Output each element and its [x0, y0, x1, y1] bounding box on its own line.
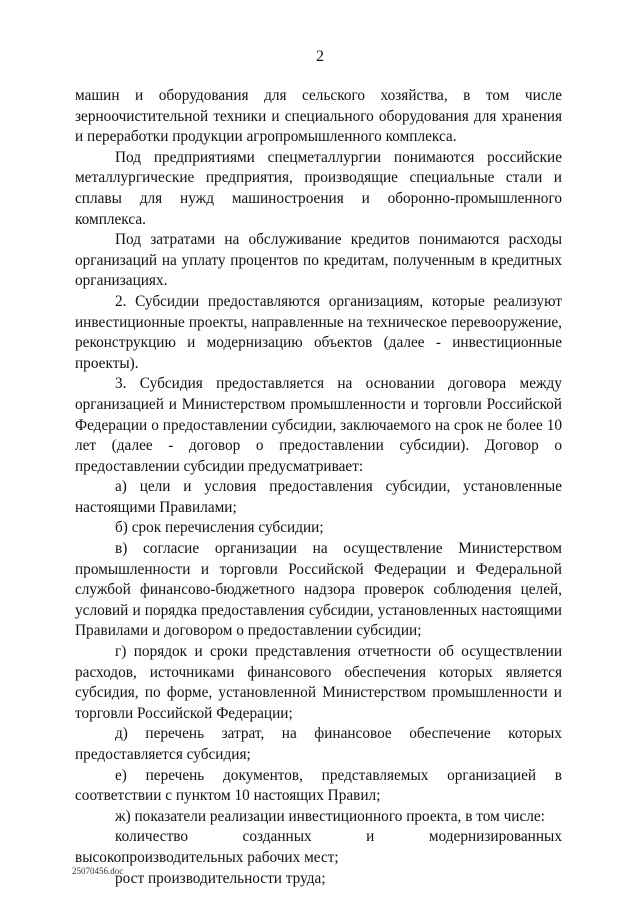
- list-item-v: в) согласие организации на осуществление Министерством промышленности и торговли Российской Федерации и Федеральной службой финансово-бюджетного надзора проверок соблюдения целей, условий и порядка предоставления субсидии, установленных настоящими Правилами и договором о предоставлении субсидии;: [75, 540, 562, 640]
- sub-item-productivity: рост производительности труда;: [115, 869, 326, 887]
- list-item-g: г) порядок и сроки представления отчетности об осуществлении расходов, источниками финансового обеспечения которых является субсидия, по форме, установленной Министерством промышленности и торговли Российской Федерации;: [75, 643, 562, 722]
- list-item-zh: ж) показатели реализации инвестиционного проекта, в том числе:: [115, 807, 545, 825]
- paragraph-spetsmetallurgiya: Под предприятиями спецметаллургии понимаются российские металлургические предприятия, производящие специальные стали и сплавы для нужд машиностроения и оборонно-промышленного комплекса.: [75, 148, 562, 228]
- list-item-d: д) перечень затрат, на финансовое обеспечение которых предоставляется субсидия;: [75, 725, 562, 763]
- list-item-b: б) срок перечисления субсидии;: [115, 519, 324, 537]
- document-body: [75, 86, 562, 889]
- paragraph-clause-2: 2. Субсидии предоставляются организациям, которые реализуют инвестиционные проекты, направленные на техническое перевооружение, реконструкцию и модернизацию объектов (далее - инвестиционные проекты).: [75, 292, 562, 372]
- page-number: 2: [316, 48, 324, 65]
- paragraph-credit-costs: Под затратами на обслуживание кредитов понимаются расходы организаций на уплату процентов по кредитам, полученным в кредитных организациях.: [75, 231, 562, 290]
- footer-filename: 25070456.doc: [72, 866, 124, 876]
- list-item-a: а) цели и условия предоставления субсидии, установленные настоящими Правилами;: [75, 478, 562, 516]
- list-item-e: е) перечень документов, представляемых организацией в соответствии с пунктом 10 настоящих Правил;: [75, 766, 562, 805]
- paragraph-continuation: машин и оборудования для сельского хозяйства, в том числе зерноочистительной техники и специального оборудования для хранения и переработки продукции агропромышленного комплекса.: [75, 87, 562, 146]
- sub-item-workplaces: количество созданных и модернизированных высокопроизводительных рабочих мест;: [75, 828, 562, 866]
- paragraph-clause-3: 3. Субсидия предоставляется на основании договора между организацией и Министерством промышленности и торговли Российской Федерации о предоставлении субсидии, заключаемого на срок не более 10 лет (далее - договор о предоставлении субсидии). Договор о предоставлении субсидии предусматривает:: [75, 375, 562, 475]
